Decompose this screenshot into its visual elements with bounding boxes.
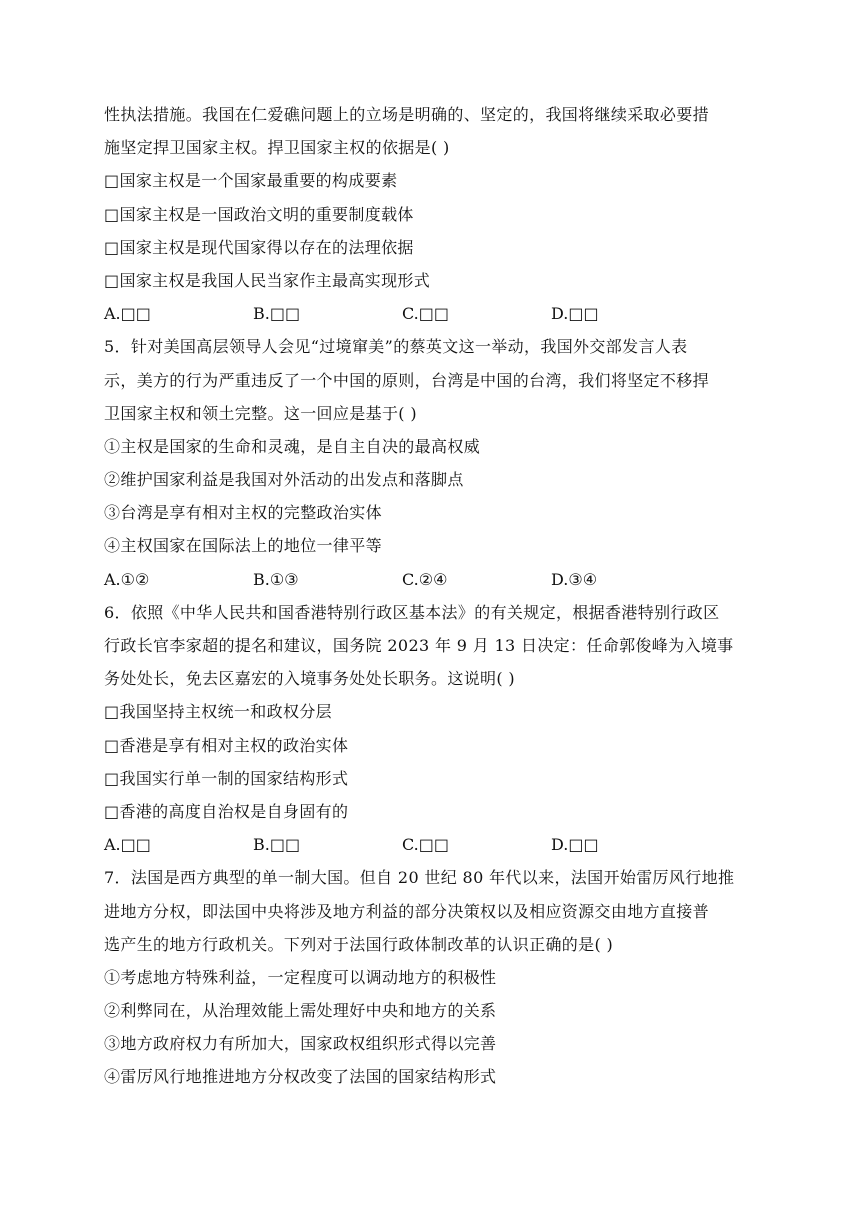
question-6-stem: 6．依照《中华人民共和国香港特别行政区基本法》的有关规定，根据香港特别行政区 xyxy=(104,602,720,622)
option-a: A.①② xyxy=(104,569,150,589)
option-c: C.②④ xyxy=(402,569,448,589)
q4-options xyxy=(104,297,764,330)
question-6-stem: 务处处长，免去区嘉宏的入境事务处处长职务。这说明( ) xyxy=(104,669,516,689)
question-7-stem: 选产生的地方行政机关。下列对于法国行政体制改革的认识正确的是( ) xyxy=(104,934,614,954)
statement-3: □国家主权是现代国家得以存在的法理依据 xyxy=(104,237,414,257)
statement-4: □国家主权是我国人民当家作主最高实现形式 xyxy=(104,270,431,290)
statement-1: ①主权是国家的生命和灵魂，是自主自决的最高权威 xyxy=(104,436,481,456)
statement-3: □我国实行单一制的国家结构形式 xyxy=(104,768,349,788)
option-c: C.□□ xyxy=(402,304,449,324)
option-c: C.□□ xyxy=(402,835,449,855)
statement-2: □香港是享有相对主权的政治实体 xyxy=(104,735,349,755)
question-5-stem: 5．针对美国高层领导人会见“过境窜美”的蔡英文这一举动，我国外交部发言人表 xyxy=(104,337,688,357)
option-d: D.□□ xyxy=(551,304,599,324)
statement-4: ④雷厉风行地推进地方分权改变了法国的国家结构形式 xyxy=(104,1067,497,1087)
statement-3: ③地方政府权力有所加大，国家政权组织形式得以完善 xyxy=(104,1034,497,1054)
option-b: B.□□ xyxy=(253,304,301,324)
q5-options xyxy=(104,563,764,596)
question-6-stem: 行政长官李家超的提名和建议，国务院 2023 年 9 月 13 日决定：任命郭俊峰为入境事 xyxy=(104,636,734,655)
question-7-stem: 进地方分权，即法国中央将涉及地方利益的部分决策权以及相应资源交由地方直接普 xyxy=(104,901,709,921)
statement-4: ④主权国家在国际法上的地位一律平等 xyxy=(104,536,382,556)
text-line: 性执法措施。我国在仁爱礁问题上的立场是明确的、坚定的，我国将继续采取必要措 xyxy=(104,105,709,124)
statement-2: ②利弊同在，从治理效能上需处理好中央和地方的关系 xyxy=(104,1001,497,1021)
statement-3: ③台湾是享有相对主权的完整政治实体 xyxy=(104,503,382,523)
statement-1: □我国坚持主权统一和政权分层 xyxy=(104,702,333,722)
option-d: D.③④ xyxy=(551,569,598,589)
option-d: D.□□ xyxy=(551,835,599,855)
question-stem: 施坚定捍卫国家主权。捍卫国家主权的依据是( ) xyxy=(104,138,450,158)
question-5-stem: 卫国家主权和领土完整。这一回应是基于( ) xyxy=(104,403,417,423)
statement-1: □国家主权是一个国家最重要的构成要素 xyxy=(104,171,398,191)
document-page xyxy=(104,98,764,1094)
statement-2: ②维护国家利益是我国对外活动的出发点和落脚点 xyxy=(104,470,464,490)
option-b: B.□□ xyxy=(253,835,301,855)
statement-4: □香港的高度自治权是自身固有的 xyxy=(104,801,349,821)
q6-options xyxy=(104,828,764,861)
option-a: A.□□ xyxy=(104,835,151,855)
question-7-stem: 7．法国是西方典型的单一制大国。但自 20 世纪 80 年代以来，法国开始雷厉风行地推 xyxy=(104,868,735,888)
option-b: B.①③ xyxy=(253,569,299,589)
question-5-stem: 示，美方的行为严重违反了一个中国的原则，台湾是中国的台湾，我们将坚定不移捍 xyxy=(104,370,709,390)
statement-2: □国家主权是一国政治文明的重要制度载体 xyxy=(104,204,414,224)
option-a: A.□□ xyxy=(104,304,151,324)
statement-1: ①考虑地方特殊利益，一定程度可以调动地方的积极性 xyxy=(104,967,497,987)
